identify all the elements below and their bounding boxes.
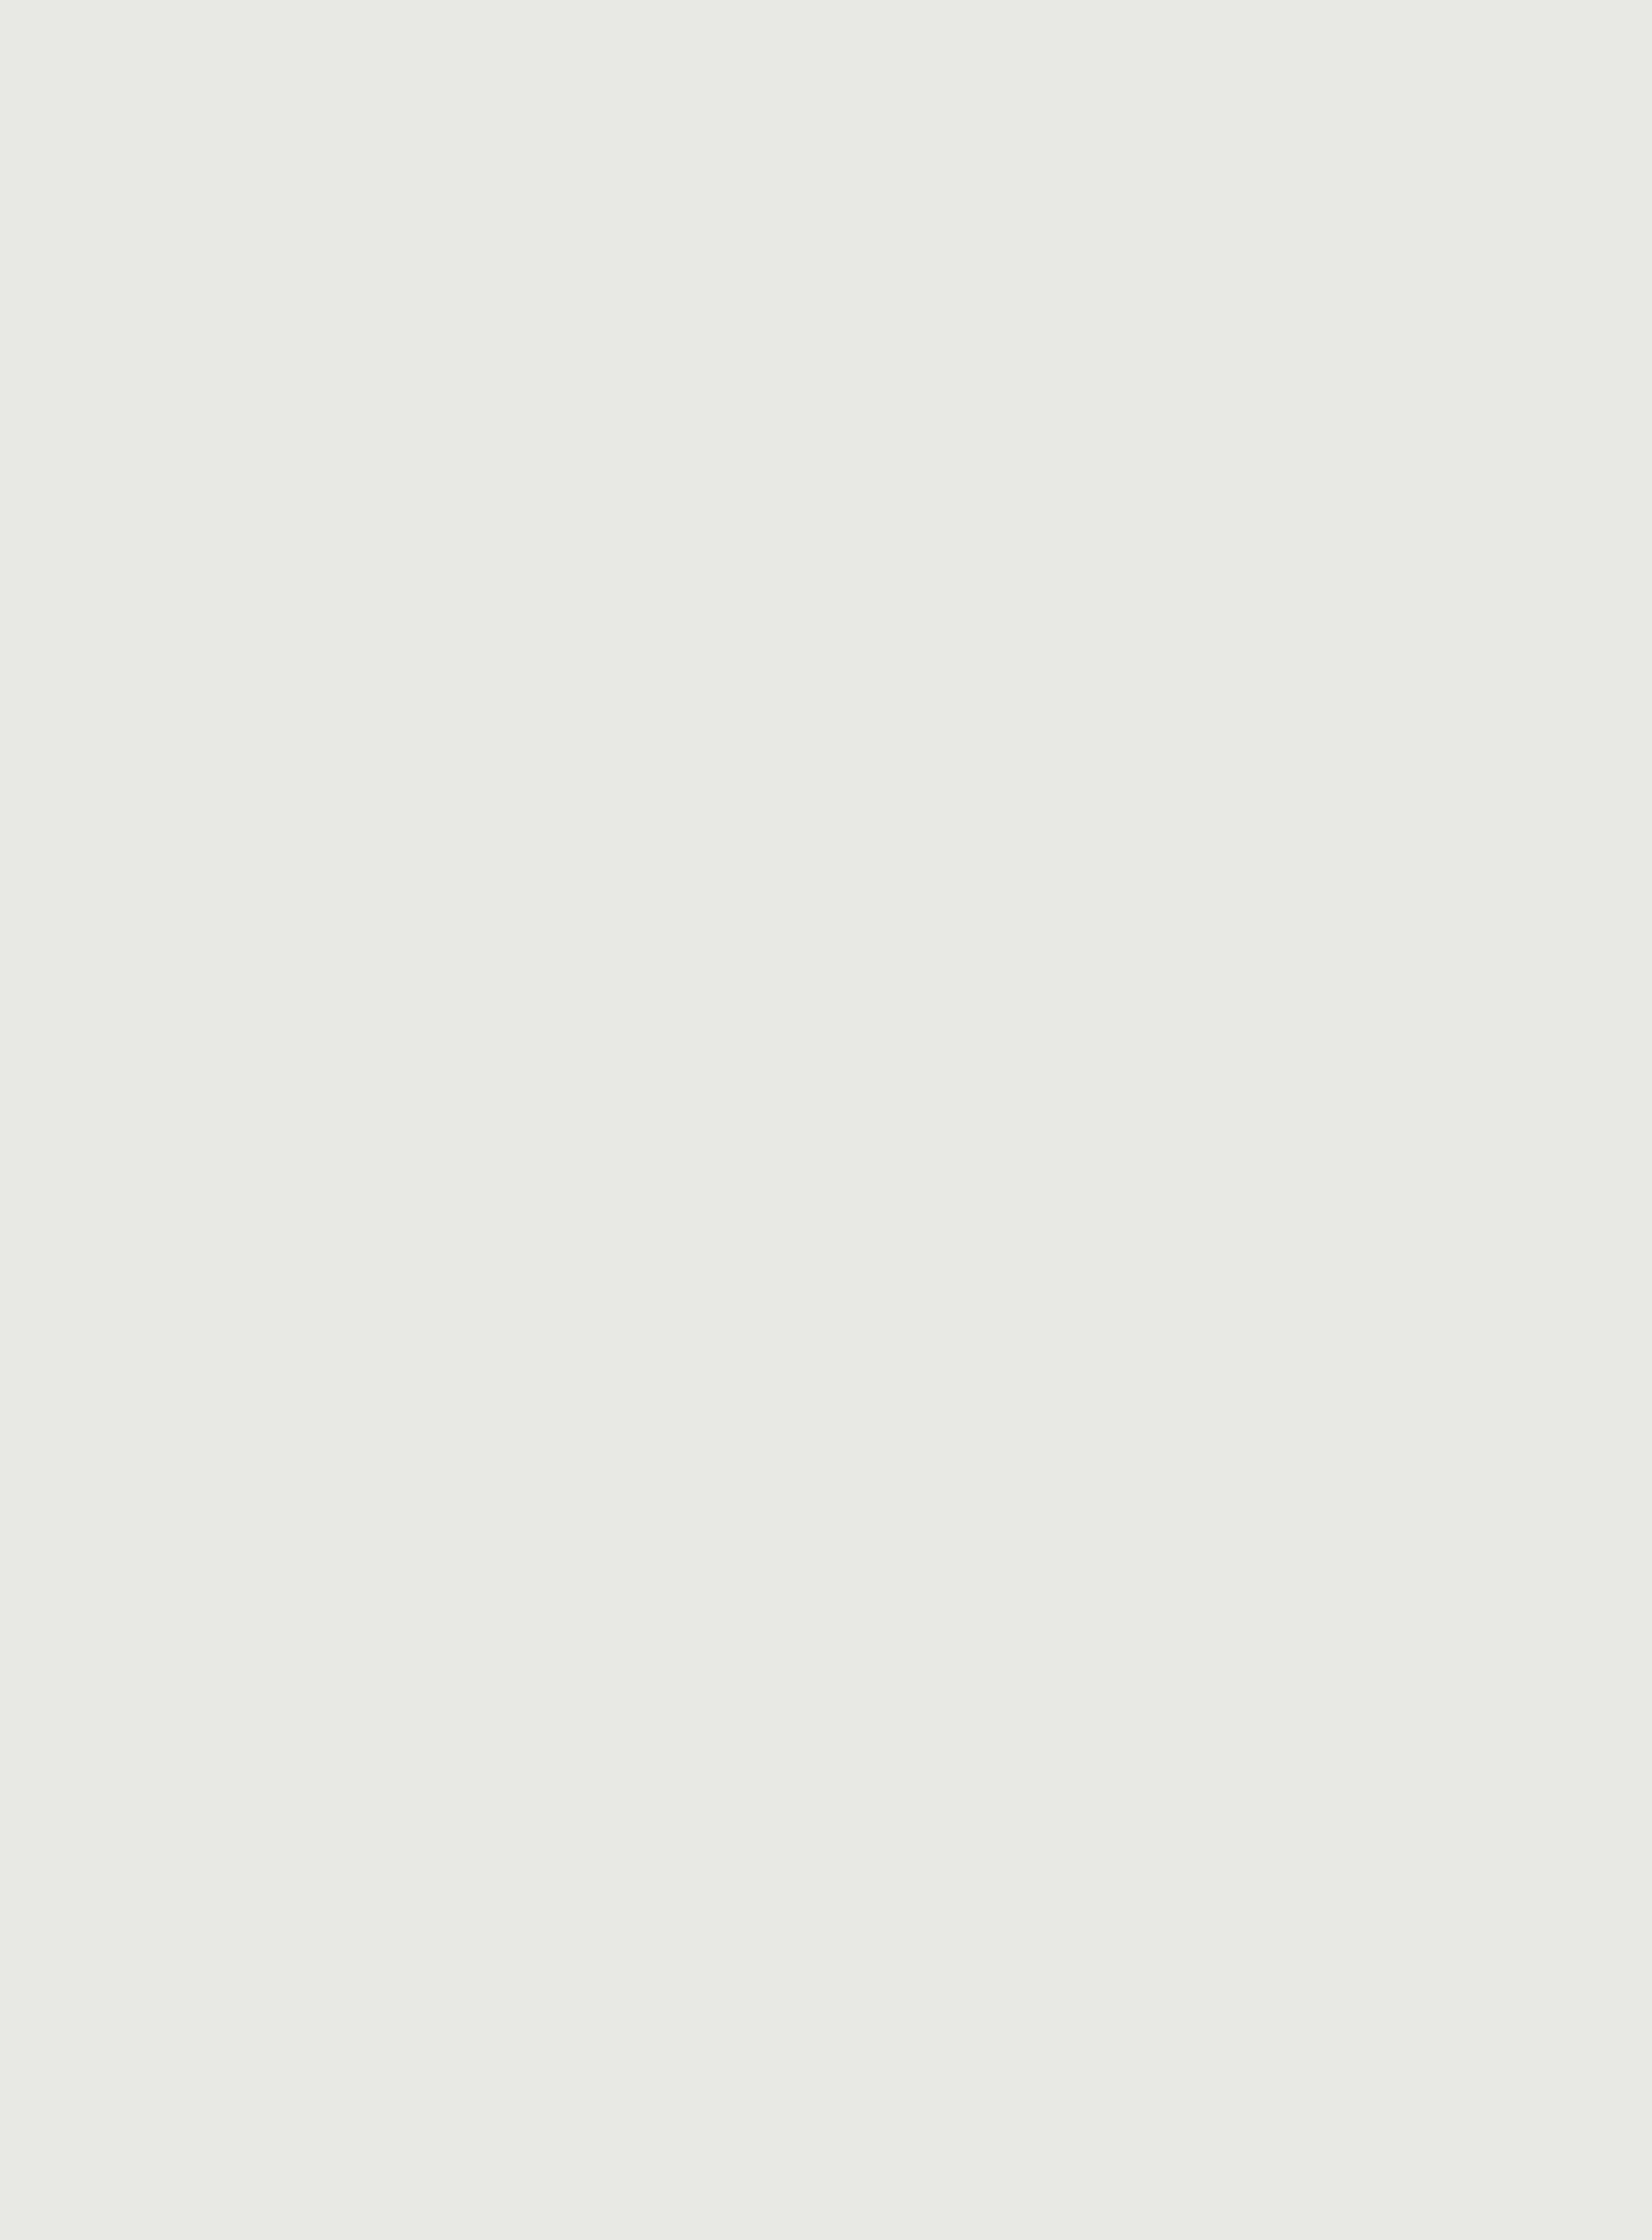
document-page (0, 0, 1652, 2240)
table-grid (0, 0, 1652, 2240)
